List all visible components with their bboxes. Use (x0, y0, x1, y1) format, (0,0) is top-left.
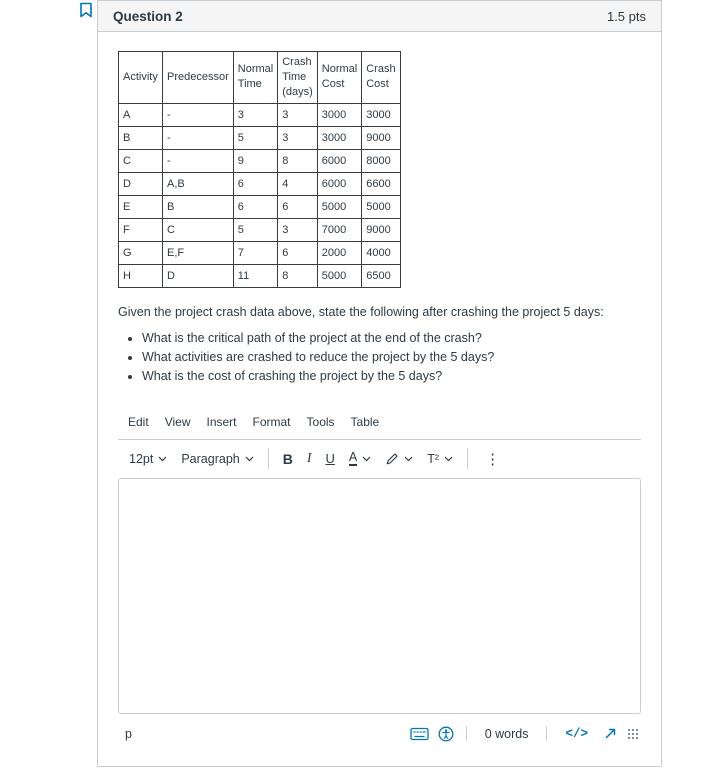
menu-tools[interactable]: Tools (299, 409, 343, 439)
status-separator (466, 726, 467, 741)
crash-data-table (118, 51, 401, 288)
question-panel (97, 0, 662, 767)
question-prompt: Given the project crash data above, state the following after crashing the project 5 days: (118, 304, 604, 319)
editor-statusbar (118, 714, 641, 742)
table-row (119, 195, 401, 218)
table-cell: 8 (278, 264, 318, 287)
resize-handle[interactable] (627, 728, 639, 740)
bookmark-question-icon[interactable] (79, 2, 93, 18)
table-cell: 3000 (362, 103, 400, 126)
table-cell: 11 (233, 264, 277, 287)
menu-format[interactable]: Format (245, 409, 299, 439)
table-cell: 9000 (362, 218, 400, 241)
html-editor-button[interactable]: </> (559, 726, 594, 742)
menu-edit[interactable]: Edit (120, 409, 157, 439)
table-cell: 5 (233, 218, 277, 241)
paragraph-style-dropdown[interactable] (174, 447, 260, 471)
editor-textarea[interactable] (118, 478, 641, 714)
crash-table-header-row (119, 52, 401, 104)
table-cell: 6000 (317, 149, 361, 172)
table-cell: H (119, 264, 163, 287)
table-cell: 6 (278, 195, 318, 218)
paragraph-style-value: Paragraph (181, 451, 240, 466)
table-cell: 3 (278, 126, 318, 149)
menu-table[interactable]: Table (343, 409, 388, 439)
table-row (119, 126, 401, 149)
underline-button[interactable] (319, 446, 342, 471)
table-cell: 6 (233, 195, 277, 218)
rich-content-editor (118, 409, 641, 742)
table-cell: - (163, 126, 234, 149)
expand-icon (603, 726, 618, 741)
chevron-down-icon (158, 456, 167, 462)
table-cell: 3 (278, 218, 318, 241)
table-row (119, 103, 401, 126)
pencil-icon (385, 452, 399, 466)
table-row (119, 172, 401, 195)
table-cell: G (119, 241, 163, 264)
table-cell: A (119, 103, 163, 126)
table-cell: 3000 (317, 103, 361, 126)
table-cell: 8000 (362, 149, 400, 172)
question-title: Question 2 (113, 8, 183, 24)
table-cell: 3000 (317, 126, 361, 149)
word-count[interactable]: 0 words (479, 726, 535, 742)
italic-button[interactable] (300, 446, 319, 472)
table-cell: 9 (233, 149, 277, 172)
table-cell: 5000 (317, 264, 361, 287)
table-cell: B (163, 195, 234, 218)
table-header-cell: Normal Time (233, 52, 277, 104)
table-header-cell: Crash Cost (362, 52, 400, 104)
element-path: p (125, 726, 132, 741)
menu-insert[interactable]: Insert (198, 409, 244, 439)
table-cell: E,F (163, 241, 234, 264)
table-cell: 8 (278, 149, 318, 172)
bullet-item: • What activities are crashed to reduce the project by the 5 days? (142, 350, 641, 364)
table-header-cell: Activity (119, 52, 163, 104)
table-cell: 5000 (317, 195, 361, 218)
text-color-dropdown[interactable] (342, 446, 378, 472)
background-color-dropdown[interactable] (378, 447, 420, 471)
table-cell: 6500 (362, 264, 400, 287)
table-header-cell: Normal Cost (317, 52, 361, 104)
table-cell: 7000 (317, 218, 361, 241)
table-cell: 7 (233, 241, 277, 264)
more-options-button[interactable]: ⋮ (475, 450, 510, 468)
italic-label: I (306, 450, 312, 466)
table-cell: 6 (233, 172, 277, 195)
chevron-down-icon (245, 456, 254, 462)
superscript-dropdown[interactable] (420, 447, 460, 471)
table-cell: 3 (233, 103, 277, 126)
table-cell: 2000 (317, 241, 361, 264)
bold-label: B (282, 450, 293, 467)
font-size-dropdown[interactable] (122, 447, 174, 471)
toolbar-separator (268, 448, 269, 469)
bullet-item: • What is the cost of crashing the project by the 5 days? (142, 369, 641, 383)
superscript-label: T² (427, 451, 440, 466)
table-header-cell: Crash Time (days) (278, 52, 318, 104)
chevron-down-icon (444, 456, 453, 462)
table-cell: 6000 (317, 172, 361, 195)
status-separator (546, 726, 547, 741)
table-cell: C (163, 218, 234, 241)
table-cell: 4000 (362, 241, 400, 264)
bullet-item: • What is the critical path of the project at the end of the crash? (142, 331, 641, 345)
keyboard-shortcuts-button[interactable] (410, 727, 429, 741)
editor-menubar (118, 409, 641, 440)
bookmark-icon (79, 2, 93, 18)
table-cell: A,B (163, 172, 234, 195)
question-bullets (118, 331, 641, 383)
table-cell: 6 (278, 241, 318, 264)
table-cell: D (119, 172, 163, 195)
table-cell: E (119, 195, 163, 218)
table-cell: D (163, 264, 234, 287)
table-row (119, 264, 401, 287)
table-cell: 3 (278, 103, 318, 126)
question-header (98, 1, 661, 32)
table-cell: - (163, 149, 234, 172)
chevron-down-icon (404, 456, 413, 462)
table-cell: - (163, 103, 234, 126)
table-cell: 4 (278, 172, 318, 195)
drag-dots-icon (627, 728, 639, 740)
table-row (119, 241, 401, 264)
table-row (119, 149, 401, 172)
table-cell: 9000 (362, 126, 400, 149)
fullscreen-button[interactable] (603, 726, 618, 741)
table-row (119, 218, 401, 241)
underline-label: U (325, 451, 335, 467)
question-body (98, 32, 661, 742)
font-size-value: 12pt (129, 451, 154, 466)
table-cell: F (119, 218, 163, 241)
table-cell: 5 (233, 126, 277, 149)
bold-button[interactable] (276, 446, 300, 472)
toolbar-separator (467, 448, 468, 469)
table-cell: 5000 (362, 195, 400, 218)
menu-view[interactable]: View (157, 409, 199, 439)
question-points: 1.5 pts (606, 8, 646, 24)
accessibility-icon (438, 726, 454, 742)
crash-table-body (119, 103, 401, 287)
table-cell: B (119, 126, 163, 149)
table-header-cell: Predecessor (163, 52, 234, 104)
accessibility-checker-button[interactable] (438, 726, 454, 742)
keyboard-icon (410, 727, 429, 741)
text-color-label: A (349, 451, 357, 467)
table-cell: C (119, 149, 163, 172)
table-cell: 6600 (362, 172, 400, 195)
editor-toolbar (118, 440, 641, 477)
chevron-down-icon (362, 456, 371, 462)
